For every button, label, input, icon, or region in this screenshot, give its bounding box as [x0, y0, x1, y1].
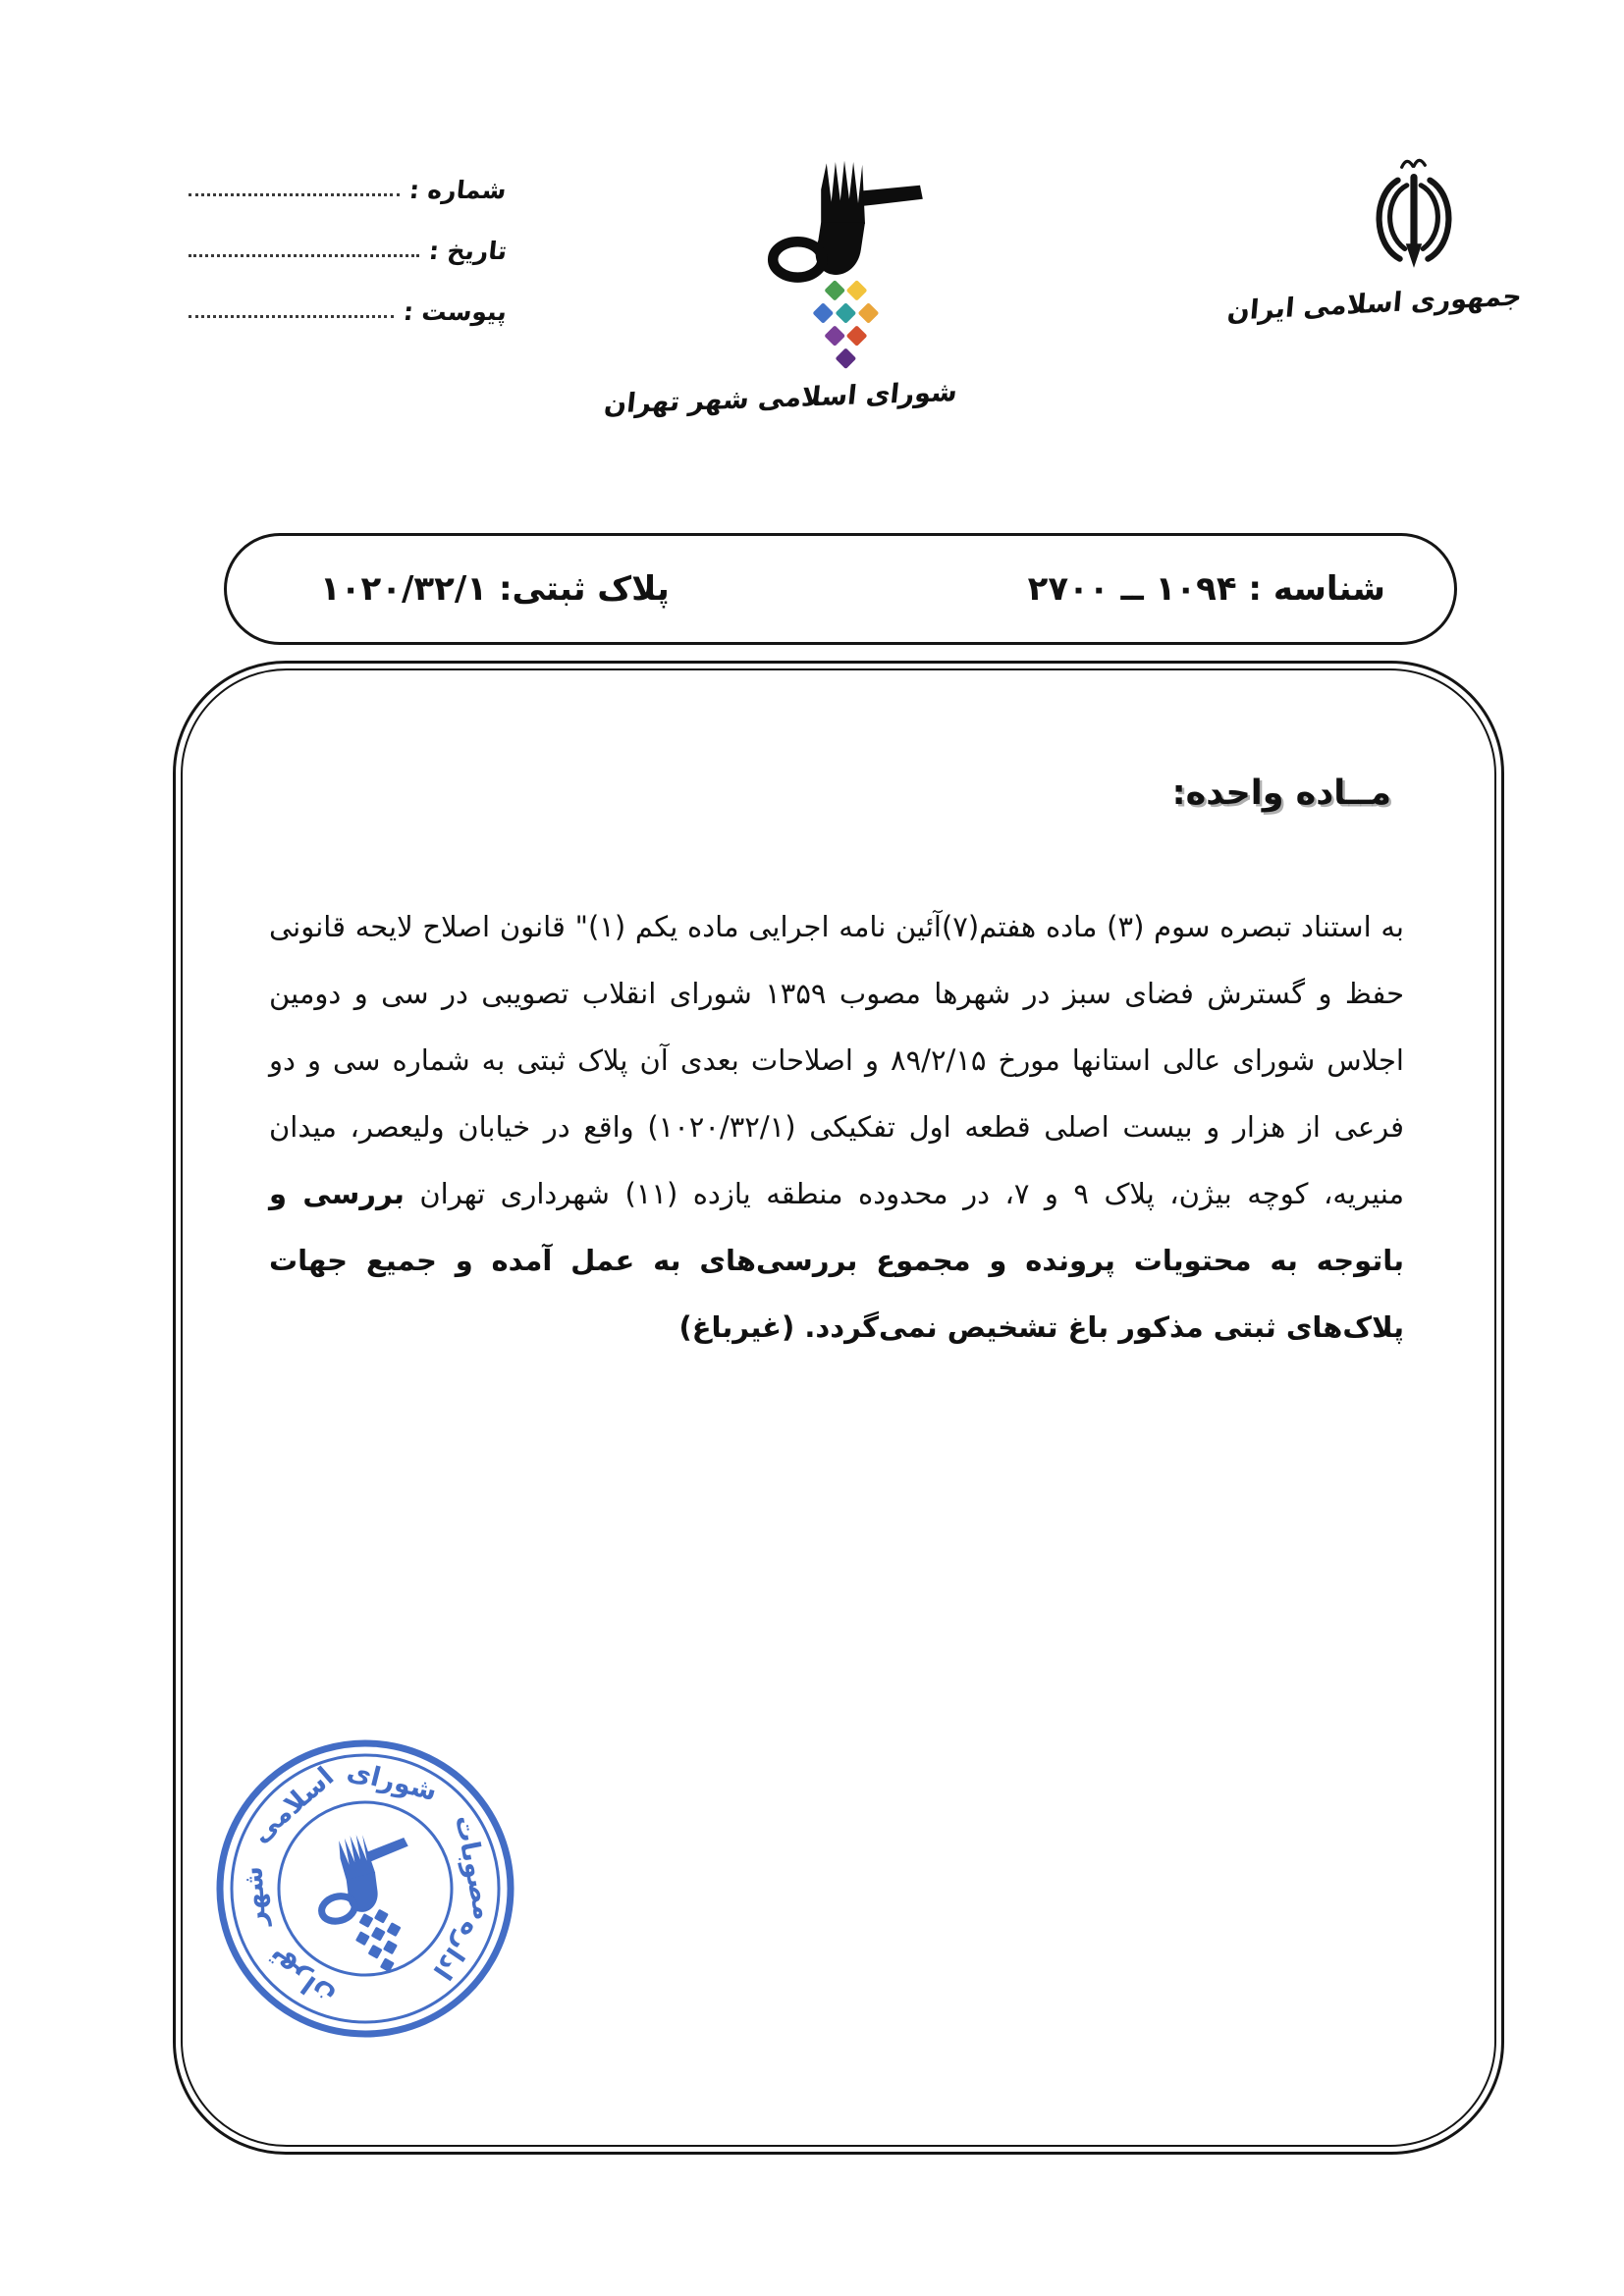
council-logo-tiles: [812, 280, 879, 369]
number-field-dotted-line: [189, 193, 400, 196]
council-logo: [602, 155, 959, 420]
stamp-ring-word: شورای: [344, 1755, 441, 1808]
council-logo-icon: [741, 155, 947, 375]
registration-plate: [320, 569, 670, 609]
field-row-number: [187, 167, 511, 204]
article-heading: مــاده واحده:: [1171, 774, 1391, 813]
attachment-field-label: پیوست :: [402, 297, 509, 326]
approval-stamp-icon: [176, 1699, 555, 2078]
attachment-field-dotted-line: [189, 315, 394, 318]
document-id-value: ۱۰۹۴ ــ ۲۷۰۰: [1027, 569, 1237, 609]
article-paragraph: [269, 893, 1404, 1361]
iran-emblem-caption: جمهوری اسلامی ایران: [1225, 281, 1524, 328]
registration-plate-label: پلاک ثبتی:: [498, 569, 670, 609]
main-frame-inner-border: [181, 668, 1496, 2147]
document-id: [1028, 569, 1385, 609]
header-form-fields: [187, 167, 511, 349]
field-row-attachment: [187, 289, 511, 326]
stamp-ring-word: تهران: [260, 1943, 341, 2013]
date-field-label: تاریخ :: [427, 237, 509, 265]
article-text-regular: به استناد تبصره سوم (۳) ماده هفتم(۷)آئین نامه اجرایی ماده یکم (۱)" قانون اصلاح لایحه قانونی حفظ و گسترش فضای سبز در شهرها مصوب ۱۳۵۹ شورای انقلاب تصویبی در سی و دومین اجلاس شورای عالی استانها مورخ ۸۹/۲/۱۵ و اصلاحات بعدی آن پلاک ثبتی به شماره سی و دو فرعی از هزار و بیست اصلی قطعه اول تفکیکی (۱۰۲۰/۳۲/۱) واقع در خیابان ولیعصر، میدان منیریه، کوچه بیژن، پلاک ۹ و ۷، در محدوده منطقه یازده (۱۱) شهرداری تهران: [269, 910, 1405, 1210]
stamp-ring-word: شهر: [238, 1865, 273, 1928]
date-field-dotted-line: [189, 254, 419, 257]
id-banner: [224, 533, 1457, 645]
stamp-ring-word: مصوبات: [448, 1812, 499, 1923]
iran-emblem-icon: [1367, 155, 1461, 271]
stamp-ring-word: اسلامی: [245, 1761, 341, 1849]
field-row-date: [187, 228, 511, 265]
stamp-ring-word: اداره: [426, 1915, 487, 1986]
document-id-label: شناسه :: [1248, 569, 1385, 609]
council-logo-caption: شورای اسلامی شهر تهران: [602, 376, 959, 420]
number-field-label: شماره :: [407, 176, 509, 204]
iran-emblem: [1225, 155, 1524, 328]
registration-plate-value: ۱۰۲۰/۳۲/۱: [320, 569, 488, 609]
article-text-bold: بررسی و باتوجه به محتویات پرونده و مجموع بررسی‌های به عمل آمده و جمیع جهات پلاک‌های ثبتی مذکور باغ تشخیص نمی‌گردد. (غیرباغ): [269, 1177, 1404, 1344]
main-frame: [173, 661, 1504, 2155]
stamp-council-glyph: [303, 1821, 422, 1925]
